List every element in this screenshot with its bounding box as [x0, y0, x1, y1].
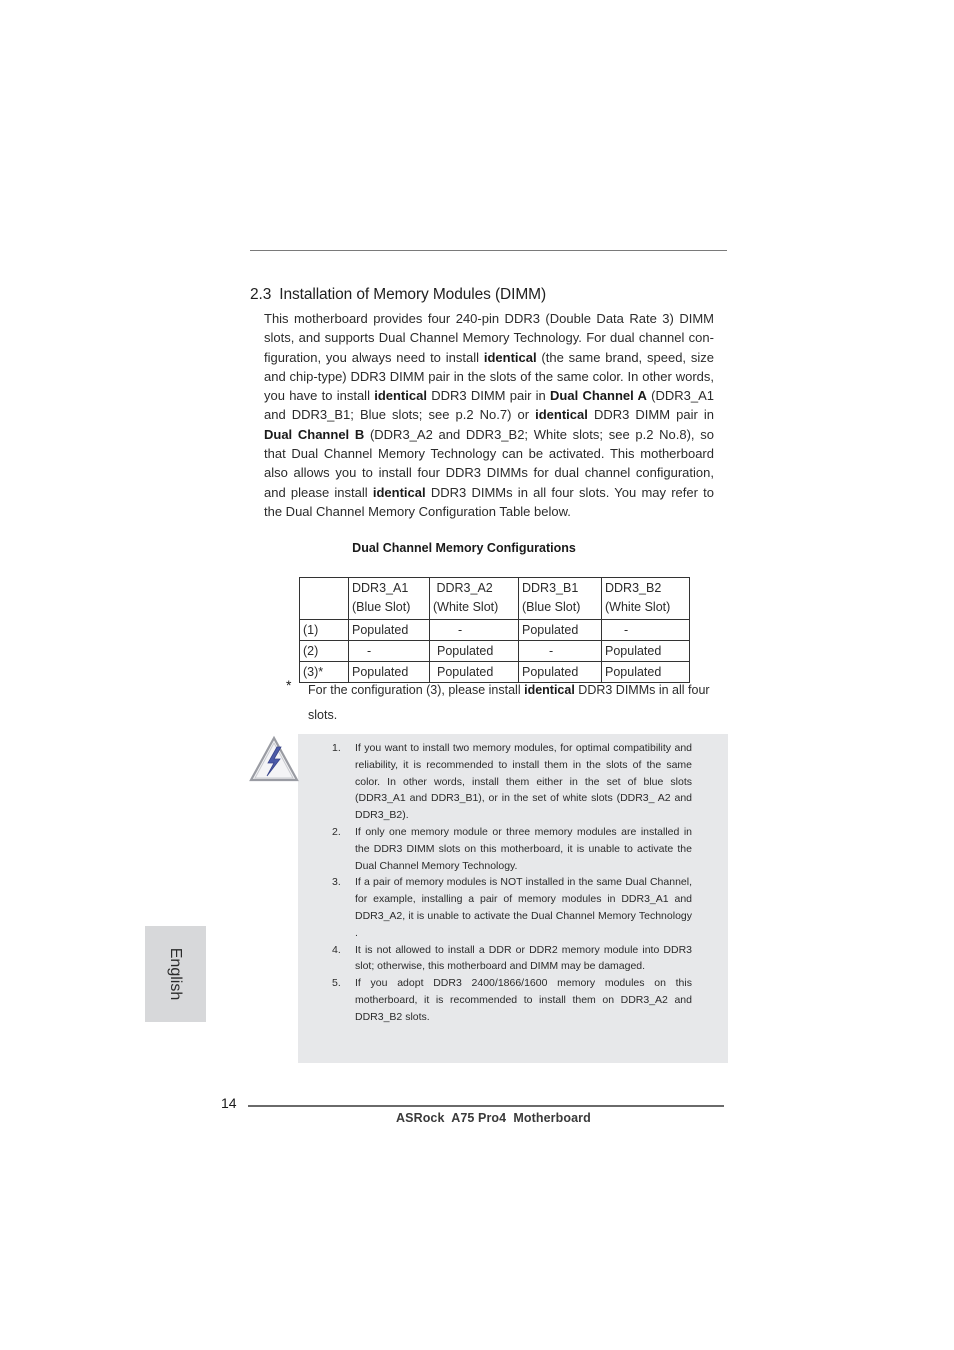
- emphasis-text: identical: [372, 484, 426, 500]
- table-cell: Populated: [519, 662, 602, 683]
- table-header-cell: DDR3_A2 (White Slot): [430, 578, 519, 620]
- table-cell: -: [349, 641, 430, 662]
- table-cell: Populated: [349, 662, 430, 683]
- footnote-text: [308, 678, 728, 728]
- emphasis-text: identical: [374, 388, 427, 404]
- table-cell: -: [519, 641, 602, 662]
- page-number: 14: [221, 1095, 237, 1111]
- table-header-cell: DDR3_B1 (Blue Slot): [519, 578, 602, 620]
- table-row: [300, 641, 690, 662]
- list-item: 5. If you adopt DDR3 2400/1866/1600 memory modules on this motherboard, it is recommended to install them on DDR3_A2 and DDR3_B2 slots.: [332, 977, 692, 1023]
- table-cell: Populated: [602, 662, 690, 683]
- table-cell: Populated: [430, 641, 519, 662]
- list-item: 2. If only one memory module or three memory modules are installed in the DDR3 DIMM slots on this motherboard, it is unable to activate the Dual Channel Memory Technology.: [332, 825, 692, 872]
- text-run: (the same brand, speed, size and chip-type) DDR3 DIMM pair in the slots of the same color. In other words, you have to install: [264, 349, 714, 404]
- table-cell: Populated: [349, 620, 430, 641]
- emphasis-text: identical: [483, 349, 537, 365]
- footnote-marker: *: [286, 677, 292, 693]
- text-run: (DDR3_A2 and DDR3_B2; White slots; see p.2 No.8), so that Dual Channel Memory Technology can be activated. This motherboard also allows you to install four DDR3 DIMMs for dual channel configuration, and please install: [264, 426, 714, 500]
- emphasis-text: Dual Channel B: [264, 426, 365, 442]
- table-cell: (1): [300, 620, 349, 641]
- memory-config-table: [299, 577, 690, 683]
- table-cell: -: [430, 620, 519, 641]
- header-rule: [250, 250, 727, 251]
- section-number: 2.3: [250, 286, 272, 303]
- emphasis-text: identical: [535, 407, 588, 423]
- text-run: DDR3 DIMMs in all four slots.: [308, 683, 710, 722]
- list-item: 1. If you want to install two memory modules, for optimal compatibility and reliability, it is recommended to install them in the slots of the same color. In other words, install them either in the set of blue slots (DDR3_A1 and DDR3_B1), or in the set of white slots (DDR3_ A2 and DDR3_B2).: [332, 742, 692, 822]
- table-header-cell: DDR3_A1 (Blue Slot): [349, 578, 430, 620]
- language-side-tab: [145, 926, 206, 1022]
- table-cell: (3)*: [300, 662, 349, 683]
- text-run: This motherboard provides four 240-pin DDR3 (Double Data Rate 3) DIMM slots, and supports Dual Channel Memory Technology. For dual channel configuration, you always need to install: [264, 311, 714, 365]
- intro-paragraph: [264, 309, 714, 521]
- table-cell: -: [602, 620, 690, 641]
- text-run: (DDR3_A1 and DDR3_B1; Blue slots; see p.2 No.7) or: [264, 388, 714, 423]
- list-item: 3. If a pair of memory modules is NOT installed in the same Dual Channel, for example, installing a pair of memory modules in DDR3_A1 and DDR3_A2, it is unable to activate the Dual Channel Memory Technology .: [332, 876, 692, 939]
- emphasis-text: identical: [524, 683, 575, 697]
- table-cell: Populated: [602, 641, 690, 662]
- table-cell: Populated: [430, 662, 519, 683]
- table-caption: Dual Channel Memory Configurations: [352, 541, 576, 555]
- table-row: [300, 620, 690, 641]
- notes-list: [330, 740, 692, 1026]
- footer-product-name: ASRock A75 Pro4 Motherboard: [396, 1111, 591, 1125]
- table-cell: Populated: [519, 620, 602, 641]
- text-run: DDR3 DIMM pair in: [587, 407, 714, 423]
- language-label: English: [167, 947, 184, 1001]
- list-item: 4. It is not allowed to install a DDR or DDR2 memory module into DDR3 slot; otherwise, this motherboard and DIMM may be damaged.: [332, 943, 692, 973]
- text-run: DDR3 DIMMs in all four slots. You may refer to the Dual Channel Memory Configuration Table below.: [264, 484, 714, 519]
- section-title: [250, 286, 546, 304]
- table-header-row: [300, 578, 690, 620]
- section-title-text: Installation of Memory Modules (DIMM): [279, 286, 547, 303]
- table-header-cell: DDR3_B2 (White Slot): [602, 578, 690, 620]
- table-cell: (2): [300, 641, 349, 662]
- text-run: DDR3 DIMM pair in: [426, 388, 551, 404]
- table-header-cell: [300, 578, 349, 620]
- emphasis-text: Dual Channel A: [550, 388, 647, 404]
- footer-rule: [248, 1105, 724, 1107]
- caution-lightning-icon: [249, 735, 299, 783]
- text-run: For the configuration (3), please install: [308, 683, 525, 697]
